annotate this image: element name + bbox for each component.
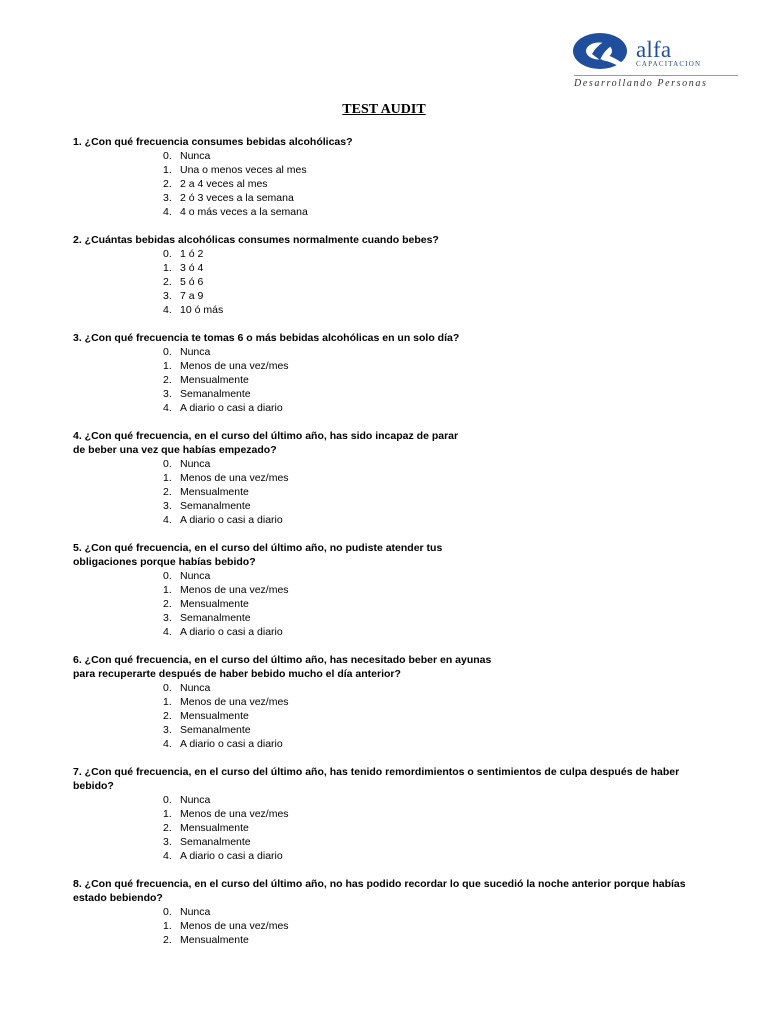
option-number: 2. [163, 486, 172, 498]
option-number: 2. [163, 710, 172, 722]
answer-options [73, 345, 703, 415]
answer-option [163, 793, 703, 807]
answer-option [163, 289, 703, 303]
question-text: 5. ¿Con qué frecuencia, en el curso del último año, no pudiste atender tus obligaciones porque habías bebido? [73, 542, 443, 568]
answer-option [163, 303, 703, 317]
answer-options [73, 793, 703, 863]
logo-subtitle: CAPACITACION [636, 60, 702, 68]
option-label: Nunca [180, 794, 211, 806]
option-number: 3. [163, 192, 172, 204]
option-number: 2. [163, 934, 172, 946]
document-title [0, 102, 768, 118]
option-label: Menos de una vez/mes [180, 584, 289, 596]
option-label: Nunca [180, 346, 211, 358]
option-number: 1. [163, 164, 172, 176]
option-number: 3. [163, 388, 172, 400]
question-block [73, 877, 703, 947]
answer-option [163, 345, 703, 359]
answer-option [163, 709, 703, 723]
answer-option [163, 261, 703, 275]
answer-option [163, 513, 703, 527]
option-label: A diario o casi a diario [180, 626, 283, 638]
answer-option [163, 625, 703, 639]
question-block [73, 331, 703, 415]
answer-options [73, 569, 703, 639]
answer-option [163, 163, 703, 177]
option-number: 0. [163, 570, 172, 582]
option-label: Menos de una vez/mes [180, 360, 289, 372]
answer-option [163, 905, 703, 919]
option-label: A diario o casi a diario [180, 514, 283, 526]
answer-option [163, 583, 703, 597]
option-number: 0. [163, 794, 172, 806]
question-block [73, 653, 703, 751]
logo-divider [574, 75, 738, 76]
option-number: 0. [163, 906, 172, 918]
option-label: Mensualmente [180, 710, 249, 722]
answer-option [163, 681, 703, 695]
answer-option [163, 807, 703, 821]
option-label: Menos de una vez/mes [180, 472, 289, 484]
answer-option [163, 695, 703, 709]
option-number: 1. [163, 696, 172, 708]
alfa-logo [570, 30, 738, 92]
option-label: Menos de una vez/mes [180, 808, 289, 820]
option-label: 5 ó 6 [180, 276, 204, 288]
answer-option [163, 387, 703, 401]
option-number: 4. [163, 626, 172, 638]
option-number: 2. [163, 276, 172, 288]
option-number: 4. [163, 738, 172, 750]
answer-options [73, 905, 703, 947]
option-number: 3. [163, 612, 172, 624]
option-label: Nunca [180, 906, 211, 918]
answer-option [163, 205, 703, 219]
option-label: Nunca [180, 682, 211, 694]
question-text: 4. ¿Con qué frecuencia, en el curso del último año, has sido incapaz de parar de beber una vez que habías empezado? [73, 430, 459, 456]
answer-option [163, 149, 703, 163]
option-label: Semanalmente [180, 388, 251, 400]
answer-option [163, 849, 703, 863]
option-label: Semanalmente [180, 836, 251, 848]
option-label: Nunca [180, 458, 211, 470]
option-number: 2. [163, 598, 172, 610]
option-number: 2. [163, 374, 172, 386]
question-block [73, 541, 703, 639]
option-number: 2. [163, 822, 172, 834]
answer-options [73, 247, 703, 317]
question-block [73, 765, 703, 863]
option-number: 1. [163, 584, 172, 596]
question-text: 6. ¿Con qué frecuencia, en el curso del último año, has necesitado beber en ayunas para recuperarte después de haber bebido mucho el día anterior? [73, 654, 492, 680]
option-number: 1. [163, 920, 172, 932]
question-text: 3. ¿Con qué frecuencia te tomas 6 o más bebidas alcohólicas en un solo día? [73, 332, 460, 344]
option-label: Mensualmente [180, 598, 249, 610]
answer-option [163, 275, 703, 289]
answer-option [163, 821, 703, 835]
answer-option [163, 359, 703, 373]
answer-option [163, 177, 703, 191]
answer-option [163, 499, 703, 513]
option-label: A diario o casi a diario [180, 850, 283, 862]
option-label: 2 ó 3 veces a la semana [180, 192, 294, 204]
answer-options [73, 457, 703, 527]
option-number: 1. [163, 360, 172, 372]
answer-option [163, 471, 703, 485]
answer-option [163, 933, 703, 947]
answer-options [73, 681, 703, 751]
option-number: 0. [163, 150, 172, 162]
question-text: 8. ¿Con qué frecuencia, en el curso del último año, no has podido recordar lo que sucedió la noche anterior porque habías estado bebiendo? [73, 878, 686, 904]
option-label: Nunca [180, 150, 211, 162]
option-number: 3. [163, 290, 172, 302]
option-number: 3. [163, 724, 172, 736]
option-number: 3. [163, 500, 172, 512]
alfa-swoosh-icon [570, 30, 632, 76]
option-number: 0. [163, 248, 172, 260]
option-number: 4. [163, 850, 172, 862]
answer-option [163, 247, 703, 261]
option-number: 0. [163, 346, 172, 358]
option-label: 1 ó 2 [180, 248, 204, 260]
option-label: Una o menos veces al mes [180, 164, 307, 176]
option-label: Menos de una vez/mes [180, 920, 289, 932]
option-label: Mensualmente [180, 374, 249, 386]
question-text: 2. ¿Cuántas bebidas alcohólicas consumes normalmente cuando bebes? [73, 234, 439, 246]
answer-option [163, 373, 703, 387]
answer-option [163, 597, 703, 611]
option-number: 3. [163, 836, 172, 848]
answer-option [163, 723, 703, 737]
option-label: 3 ó 4 [180, 262, 204, 274]
answer-option [163, 569, 703, 583]
option-number: 0. [163, 682, 172, 694]
option-number: 4. [163, 304, 172, 316]
option-label: Menos de una vez/mes [180, 696, 289, 708]
question-list [73, 135, 703, 961]
option-number: 4. [163, 206, 172, 218]
option-number: 1. [163, 472, 172, 484]
question-block [73, 135, 703, 219]
answer-options [73, 149, 703, 219]
document-title-text: TEST AUDIT [342, 102, 426, 117]
option-number: 4. [163, 514, 172, 526]
answer-option [163, 457, 703, 471]
option-label: Mensualmente [180, 822, 249, 834]
option-label: A diario o casi a diario [180, 738, 283, 750]
option-label: 7 a 9 [180, 290, 204, 302]
question-text: 7. ¿Con qué frecuencia, en el curso del último año, has tenido remordimientos o sentimientos de culpa después de haber bebido? [73, 766, 680, 792]
answer-option [163, 191, 703, 205]
answer-option [163, 737, 703, 751]
option-label: 4 o más veces a la semana [180, 206, 308, 218]
option-number: 4. [163, 402, 172, 414]
question-block [73, 233, 703, 317]
option-label: Nunca [180, 570, 211, 582]
answer-option [163, 485, 703, 499]
answer-option [163, 611, 703, 625]
option-label: A diario o casi a diario [180, 402, 283, 414]
option-number: 2. [163, 178, 172, 190]
answer-option [163, 401, 703, 415]
question-text: 1. ¿Con qué frecuencia consumes bebidas alcohólicas? [73, 136, 353, 148]
option-label: 10 ó más [180, 304, 224, 316]
answer-option [163, 919, 703, 933]
option-number: 1. [163, 262, 172, 274]
option-label: Semanalmente [180, 724, 251, 736]
logo-name: alfa [636, 37, 672, 62]
option-label: Semanalmente [180, 612, 251, 624]
option-label: Mensualmente [180, 486, 249, 498]
option-number: 0. [163, 458, 172, 470]
option-label: 2 a 4 veces al mes [180, 178, 268, 190]
option-number: 1. [163, 808, 172, 820]
logo-tagline: Desarrollando Personas [574, 78, 708, 89]
option-label: Semanalmente [180, 500, 251, 512]
option-label: Mensualmente [180, 934, 249, 946]
question-block [73, 429, 703, 527]
answer-option [163, 835, 703, 849]
